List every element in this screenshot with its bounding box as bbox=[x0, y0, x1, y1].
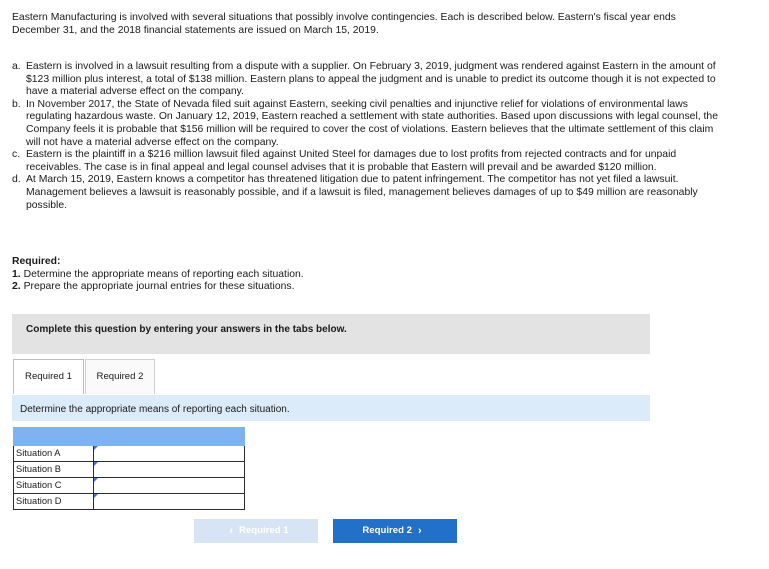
next-label: Required 2 bbox=[362, 524, 412, 536]
required-heading: Required: bbox=[12, 256, 61, 267]
situation-a-input[interactable] bbox=[94, 447, 244, 460]
next-required-button[interactable] bbox=[333, 519, 457, 543]
required-text: Determine the appropriate means of reporting each situation. bbox=[23, 268, 304, 280]
row-label: Situation A bbox=[14, 446, 94, 462]
required-num: 1. bbox=[12, 268, 21, 280]
dropdown-marker-icon bbox=[94, 446, 98, 450]
table-row bbox=[14, 462, 245, 478]
row-label: Situation B bbox=[14, 462, 94, 478]
situation-text: In November 2017, the State of Nevada filed suit against Eastern, seeking civil penalties and injunctive relief for violations of environmental laws regulating hazardous waste. On January 12, 2019, Eastern reached a settlement with state authorities. Based upon discussions with legal counsel, the Company feels it is probable that $156 million will be required to cover the cost of violations. Eastern believes that the ultimate settlement of this claim will not have a material adverse effect on the company. bbox=[26, 98, 718, 148]
tab-required-2[interactable]: Required 2 bbox=[85, 359, 155, 394]
situation-text: Eastern is involved in a lawsuit resulting from a dispute with a supplier. On February 3, 2019, judgment was rendered against Eastern in the amount of $123 million plus interest, a total of $138 million. Eastern plans to appeal the judgment and is unable to predict its outcome though it is not expected to have a material adverse effect on the company. bbox=[26, 61, 716, 98]
problem-intro: Eastern Manufacturing is involved with several situations that possibly involve contingencies. Each is described below. Eastern's fiscal year ends December 31, and the 2018 financial statements are issued on March 15, 2019. bbox=[12, 12, 676, 36]
table-row bbox=[14, 478, 245, 494]
prompt-text: Determine the appropriate means of reporting each situation. bbox=[20, 404, 290, 415]
situation-item-a bbox=[12, 61, 722, 99]
answer-cell[interactable] bbox=[94, 494, 245, 510]
dropdown-marker-icon bbox=[94, 494, 98, 498]
answer-cell[interactable] bbox=[94, 446, 245, 462]
situation-label: b. bbox=[12, 98, 21, 110]
required-section bbox=[12, 256, 304, 294]
situation-c-input[interactable] bbox=[94, 479, 244, 492]
required-item-1 bbox=[12, 269, 304, 282]
row-label: Situation C bbox=[14, 478, 94, 494]
situation-d-input[interactable] bbox=[94, 495, 244, 508]
chevron-left-icon: ‹ bbox=[229, 524, 234, 537]
required-num: 2. bbox=[12, 281, 21, 293]
situation-b-input[interactable] bbox=[94, 463, 244, 476]
situation-text: At March 15, 2019, Eastern knows a competitor has threatened litigation due to patent infringement. The competitor has not yet filed a lawsuit. Management believes a lawsuit is reasonably possible, and if a lawsuit is filed, management believes damages of up to $49 million are reasonably possible. bbox=[26, 174, 698, 211]
prev-label: Required 1 bbox=[239, 524, 289, 536]
prev-required-button[interactable] bbox=[194, 519, 318, 543]
row-label: Situation D bbox=[14, 494, 94, 510]
instruction-banner bbox=[12, 314, 650, 354]
tab-prompt bbox=[12, 395, 650, 421]
tab-required-1[interactable]: Required 1 bbox=[13, 359, 84, 394]
answer-cell[interactable] bbox=[94, 478, 245, 494]
answer-cell[interactable] bbox=[94, 462, 245, 478]
situation-text: Eastern is the plaintiff in a $216 million lawsuit filed against United Steel for damages due to lost profits from rejected contracts and for unpaid receivables. The case is in final appeal and legal counsel advises that it is probable that Eastern will prevail and be awarded $120 million. bbox=[26, 149, 677, 173]
table-header-row bbox=[14, 428, 245, 446]
situation-label: c. bbox=[12, 149, 21, 161]
situation-label: a. bbox=[12, 61, 21, 72]
chevron-right-icon: › bbox=[417, 524, 422, 537]
situation-item-b bbox=[12, 99, 722, 149]
table-row bbox=[14, 494, 245, 510]
situation-list bbox=[12, 61, 722, 212]
situation-label: d. bbox=[12, 174, 21, 186]
table-header bbox=[14, 428, 245, 446]
situation-item-d bbox=[12, 174, 722, 212]
required-item-2 bbox=[12, 281, 304, 294]
situation-table bbox=[13, 427, 245, 510]
required-text: Prepare the appropriate journal entries for these situations. bbox=[23, 281, 295, 293]
dropdown-marker-icon bbox=[94, 478, 98, 482]
table-row bbox=[14, 446, 245, 462]
dropdown-marker-icon bbox=[94, 462, 98, 466]
banner-text: Complete this question by entering your answers in the tabs below. bbox=[26, 324, 347, 335]
situation-item-c bbox=[12, 149, 722, 174]
